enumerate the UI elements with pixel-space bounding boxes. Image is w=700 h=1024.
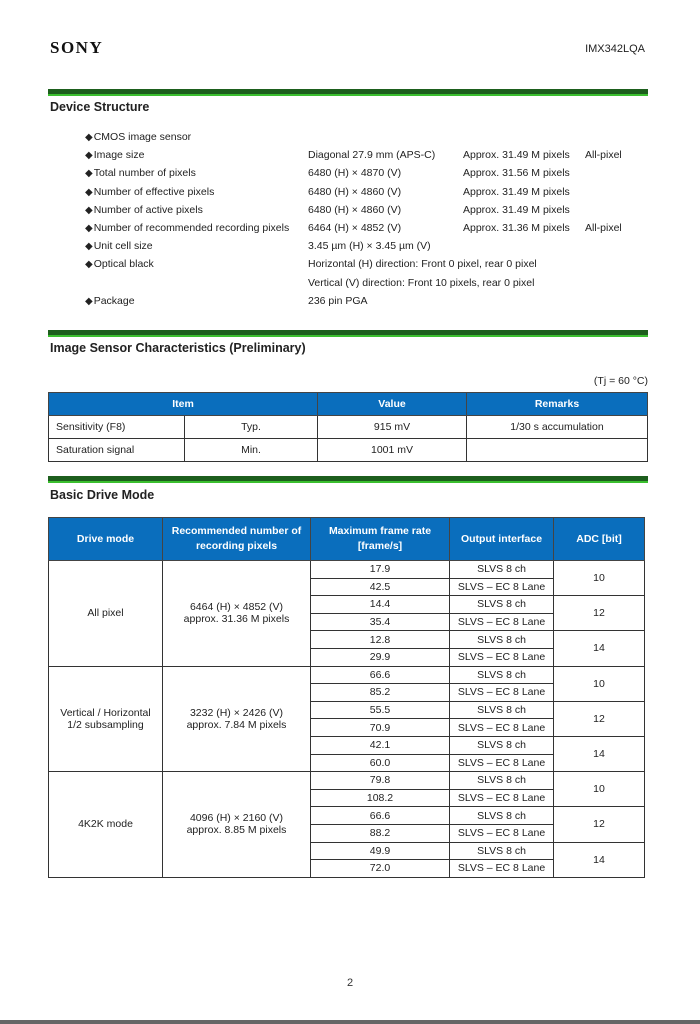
spec-label: ◆ Number of active pixels bbox=[85, 201, 203, 220]
spec-approx: Approx. 31.56 M pixels bbox=[463, 167, 570, 180]
adc-cell: 10 bbox=[554, 772, 645, 807]
pixels-cell: 4096 (H) × 2160 (V) approx. 8.85 M pixels bbox=[163, 772, 311, 878]
spec-row bbox=[85, 274, 645, 292]
spec-value: Vertical (V) direction: Front 10 pixels, rear 0 pixel bbox=[308, 276, 535, 289]
drive-mode-cell: 4K2K mode bbox=[49, 772, 163, 878]
interface-cell: SLVS 8 ch bbox=[450, 772, 554, 790]
page-number: 2 bbox=[346, 977, 354, 989]
adc-cell: 12 bbox=[554, 596, 645, 631]
spec-value: 6480 (H) × 4870 (V) bbox=[308, 167, 402, 180]
spec-row bbox=[85, 237, 645, 255]
header-output-interface: Output interface bbox=[450, 518, 554, 561]
spec-value: 236 pin PGA bbox=[308, 294, 368, 307]
spec-note: All-pixel bbox=[585, 221, 622, 234]
frame-rate-cell: 35.4 bbox=[311, 613, 450, 631]
frame-rate-cell: 108.2 bbox=[311, 789, 450, 807]
header-frame-rate: Maximum frame rate [frame/s] bbox=[311, 518, 450, 561]
spec-label: ◆ Image size bbox=[85, 146, 144, 165]
table-row bbox=[49, 561, 645, 579]
drive-mode-cell: Vertical / Horizontal 1/2 subsampling bbox=[49, 666, 163, 772]
pixels-cell: 6464 (H) × 4852 (V) approx. 31.36 M pixels bbox=[163, 561, 311, 667]
interface-cell: SLVS – EC 8 Lane bbox=[450, 684, 554, 702]
interface-cell: SLVS 8 ch bbox=[450, 701, 554, 719]
spec-note: All-pixel bbox=[585, 149, 622, 162]
spec-row bbox=[85, 146, 645, 164]
spec-row bbox=[85, 255, 645, 273]
adc-cell: 12 bbox=[554, 701, 645, 736]
frame-rate-cell: 55.5 bbox=[311, 701, 450, 719]
frame-rate-cell: 60.0 bbox=[311, 754, 450, 772]
frame-rate-cell: 42.5 bbox=[311, 578, 450, 596]
spec-label: ◆ CMOS image sensor bbox=[85, 128, 191, 147]
cond-cell: Min. bbox=[185, 439, 318, 462]
frame-rate-cell: 29.9 bbox=[311, 648, 450, 666]
header-adc: ADC [bit] bbox=[554, 518, 645, 561]
interface-cell: SLVS 8 ch bbox=[450, 631, 554, 649]
interface-cell: SLVS 8 ch bbox=[450, 666, 554, 684]
table-row bbox=[49, 772, 645, 790]
frame-rate-cell: 12.8 bbox=[311, 631, 450, 649]
interface-cell: SLVS – EC 8 Lane bbox=[450, 719, 554, 737]
frame-rate-cell: 70.9 bbox=[311, 719, 450, 737]
frame-rate-cell: 72.0 bbox=[311, 860, 450, 878]
sensor-characteristics-table bbox=[48, 392, 648, 462]
frame-rate-cell: 14.4 bbox=[311, 596, 450, 614]
spec-value: 6480 (H) × 4860 (V) bbox=[308, 203, 402, 216]
frame-rate-cell: 66.6 bbox=[311, 807, 450, 825]
interface-cell: SLVS – EC 8 Lane bbox=[450, 824, 554, 842]
spec-value: 3.45 µm (H) × 3.45 µm (V) bbox=[308, 240, 431, 253]
spec-approx: Approx. 31.49 M pixels bbox=[463, 203, 570, 216]
spec-row bbox=[85, 219, 645, 237]
frame-rate-cell: 88.2 bbox=[311, 824, 450, 842]
spec-value: Diagonal 27.9 mm (APS-C) bbox=[308, 149, 436, 162]
remarks-cell bbox=[467, 439, 648, 462]
section-title-sensor-characteristics: Image Sensor Characteristics (Preliminary) bbox=[50, 341, 306, 355]
spec-label: ◆ Number of effective pixels bbox=[85, 183, 214, 202]
section-divider bbox=[48, 330, 648, 337]
drive-mode-cell: All pixel bbox=[49, 561, 163, 667]
frame-rate-cell: 66.6 bbox=[311, 666, 450, 684]
spec-value: 6480 (H) × 4860 (V) bbox=[308, 185, 402, 198]
interface-cell: SLVS – EC 8 Lane bbox=[450, 578, 554, 596]
adc-cell: 10 bbox=[554, 561, 645, 596]
sony-logo: SONY bbox=[50, 38, 104, 57]
frame-rate-cell: 17.9 bbox=[311, 561, 450, 579]
header-drive-mode: Drive mode bbox=[49, 518, 163, 561]
spec-label: ◆ Package bbox=[85, 292, 135, 311]
spec-row bbox=[85, 201, 645, 219]
spec-row bbox=[85, 183, 645, 201]
interface-cell: SLVS 8 ch bbox=[450, 561, 554, 579]
interface-cell: SLVS 8 ch bbox=[450, 736, 554, 754]
value-cell: 915 mV bbox=[318, 416, 467, 439]
item-cell: Saturation signal bbox=[49, 439, 185, 462]
spec-label: ◆ Unit cell size bbox=[85, 237, 153, 256]
frame-rate-cell: 42.1 bbox=[311, 736, 450, 754]
section-title-basic-drive-mode: Basic Drive Mode bbox=[50, 488, 155, 502]
adc-cell: 14 bbox=[554, 736, 645, 771]
value-cell: 1001 mV bbox=[318, 439, 467, 462]
spec-label: ◆ Total number of pixels bbox=[85, 164, 196, 183]
spec-approx: Approx. 31.36 M pixels bbox=[463, 221, 570, 234]
temperature-condition: (Tj = 60 °C) bbox=[593, 375, 648, 387]
section-title-device-structure: Device Structure bbox=[50, 100, 150, 114]
header-recording-pixels: Recommended number of recording pixels bbox=[163, 518, 311, 561]
adc-cell: 14 bbox=[554, 631, 645, 666]
cond-cell: Typ. bbox=[185, 416, 318, 439]
interface-cell: SLVS – EC 8 Lane bbox=[450, 860, 554, 878]
interface-cell: SLVS – EC 8 Lane bbox=[450, 789, 554, 807]
interface-cell: SLVS – EC 8 Lane bbox=[450, 613, 554, 631]
footer-divider bbox=[0, 1020, 700, 1024]
adc-cell: 14 bbox=[554, 842, 645, 877]
table-row bbox=[49, 416, 648, 439]
interface-cell: SLVS 8 ch bbox=[450, 842, 554, 860]
item-cell: Sensitivity (F8) bbox=[49, 416, 185, 439]
spec-approx: Approx. 31.49 M pixels bbox=[463, 149, 570, 162]
device-structure-list bbox=[85, 128, 645, 310]
header-value: Value bbox=[318, 393, 467, 416]
section-divider bbox=[48, 89, 648, 96]
header-remarks: Remarks bbox=[467, 393, 648, 416]
interface-cell: SLVS – EC 8 Lane bbox=[450, 648, 554, 666]
interface-cell: SLVS – EC 8 Lane bbox=[450, 754, 554, 772]
spec-approx: Approx. 31.49 M pixels bbox=[463, 185, 570, 198]
spec-value: Horizontal (H) direction: Front 0 pixel, rear 0 pixel bbox=[308, 258, 537, 271]
spec-label: ◆ Optical black bbox=[85, 255, 154, 274]
drive-mode-table bbox=[48, 517, 645, 878]
spec-label: ◆ Number of recommended recording pixels bbox=[85, 219, 289, 238]
adc-cell: 12 bbox=[554, 807, 645, 842]
remarks-cell: 1/30 s accumulation bbox=[467, 416, 648, 439]
section-divider bbox=[48, 476, 648, 483]
table-row bbox=[49, 666, 645, 684]
spec-row bbox=[85, 128, 645, 146]
table-row bbox=[49, 439, 648, 462]
spec-row bbox=[85, 292, 645, 310]
interface-cell: SLVS 8 ch bbox=[450, 596, 554, 614]
frame-rate-cell: 85.2 bbox=[311, 684, 450, 702]
pixels-cell: 3232 (H) × 2426 (V) approx. 7.84 M pixels bbox=[163, 666, 311, 772]
interface-cell: SLVS 8 ch bbox=[450, 807, 554, 825]
header-item: Item bbox=[49, 393, 318, 416]
doc-id: IMX342LQA bbox=[585, 43, 645, 55]
adc-cell: 10 bbox=[554, 666, 645, 701]
spec-row bbox=[85, 164, 645, 182]
frame-rate-cell: 79.8 bbox=[311, 772, 450, 790]
spec-value: 6464 (H) × 4852 (V) bbox=[308, 221, 402, 234]
frame-rate-cell: 49.9 bbox=[311, 842, 450, 860]
